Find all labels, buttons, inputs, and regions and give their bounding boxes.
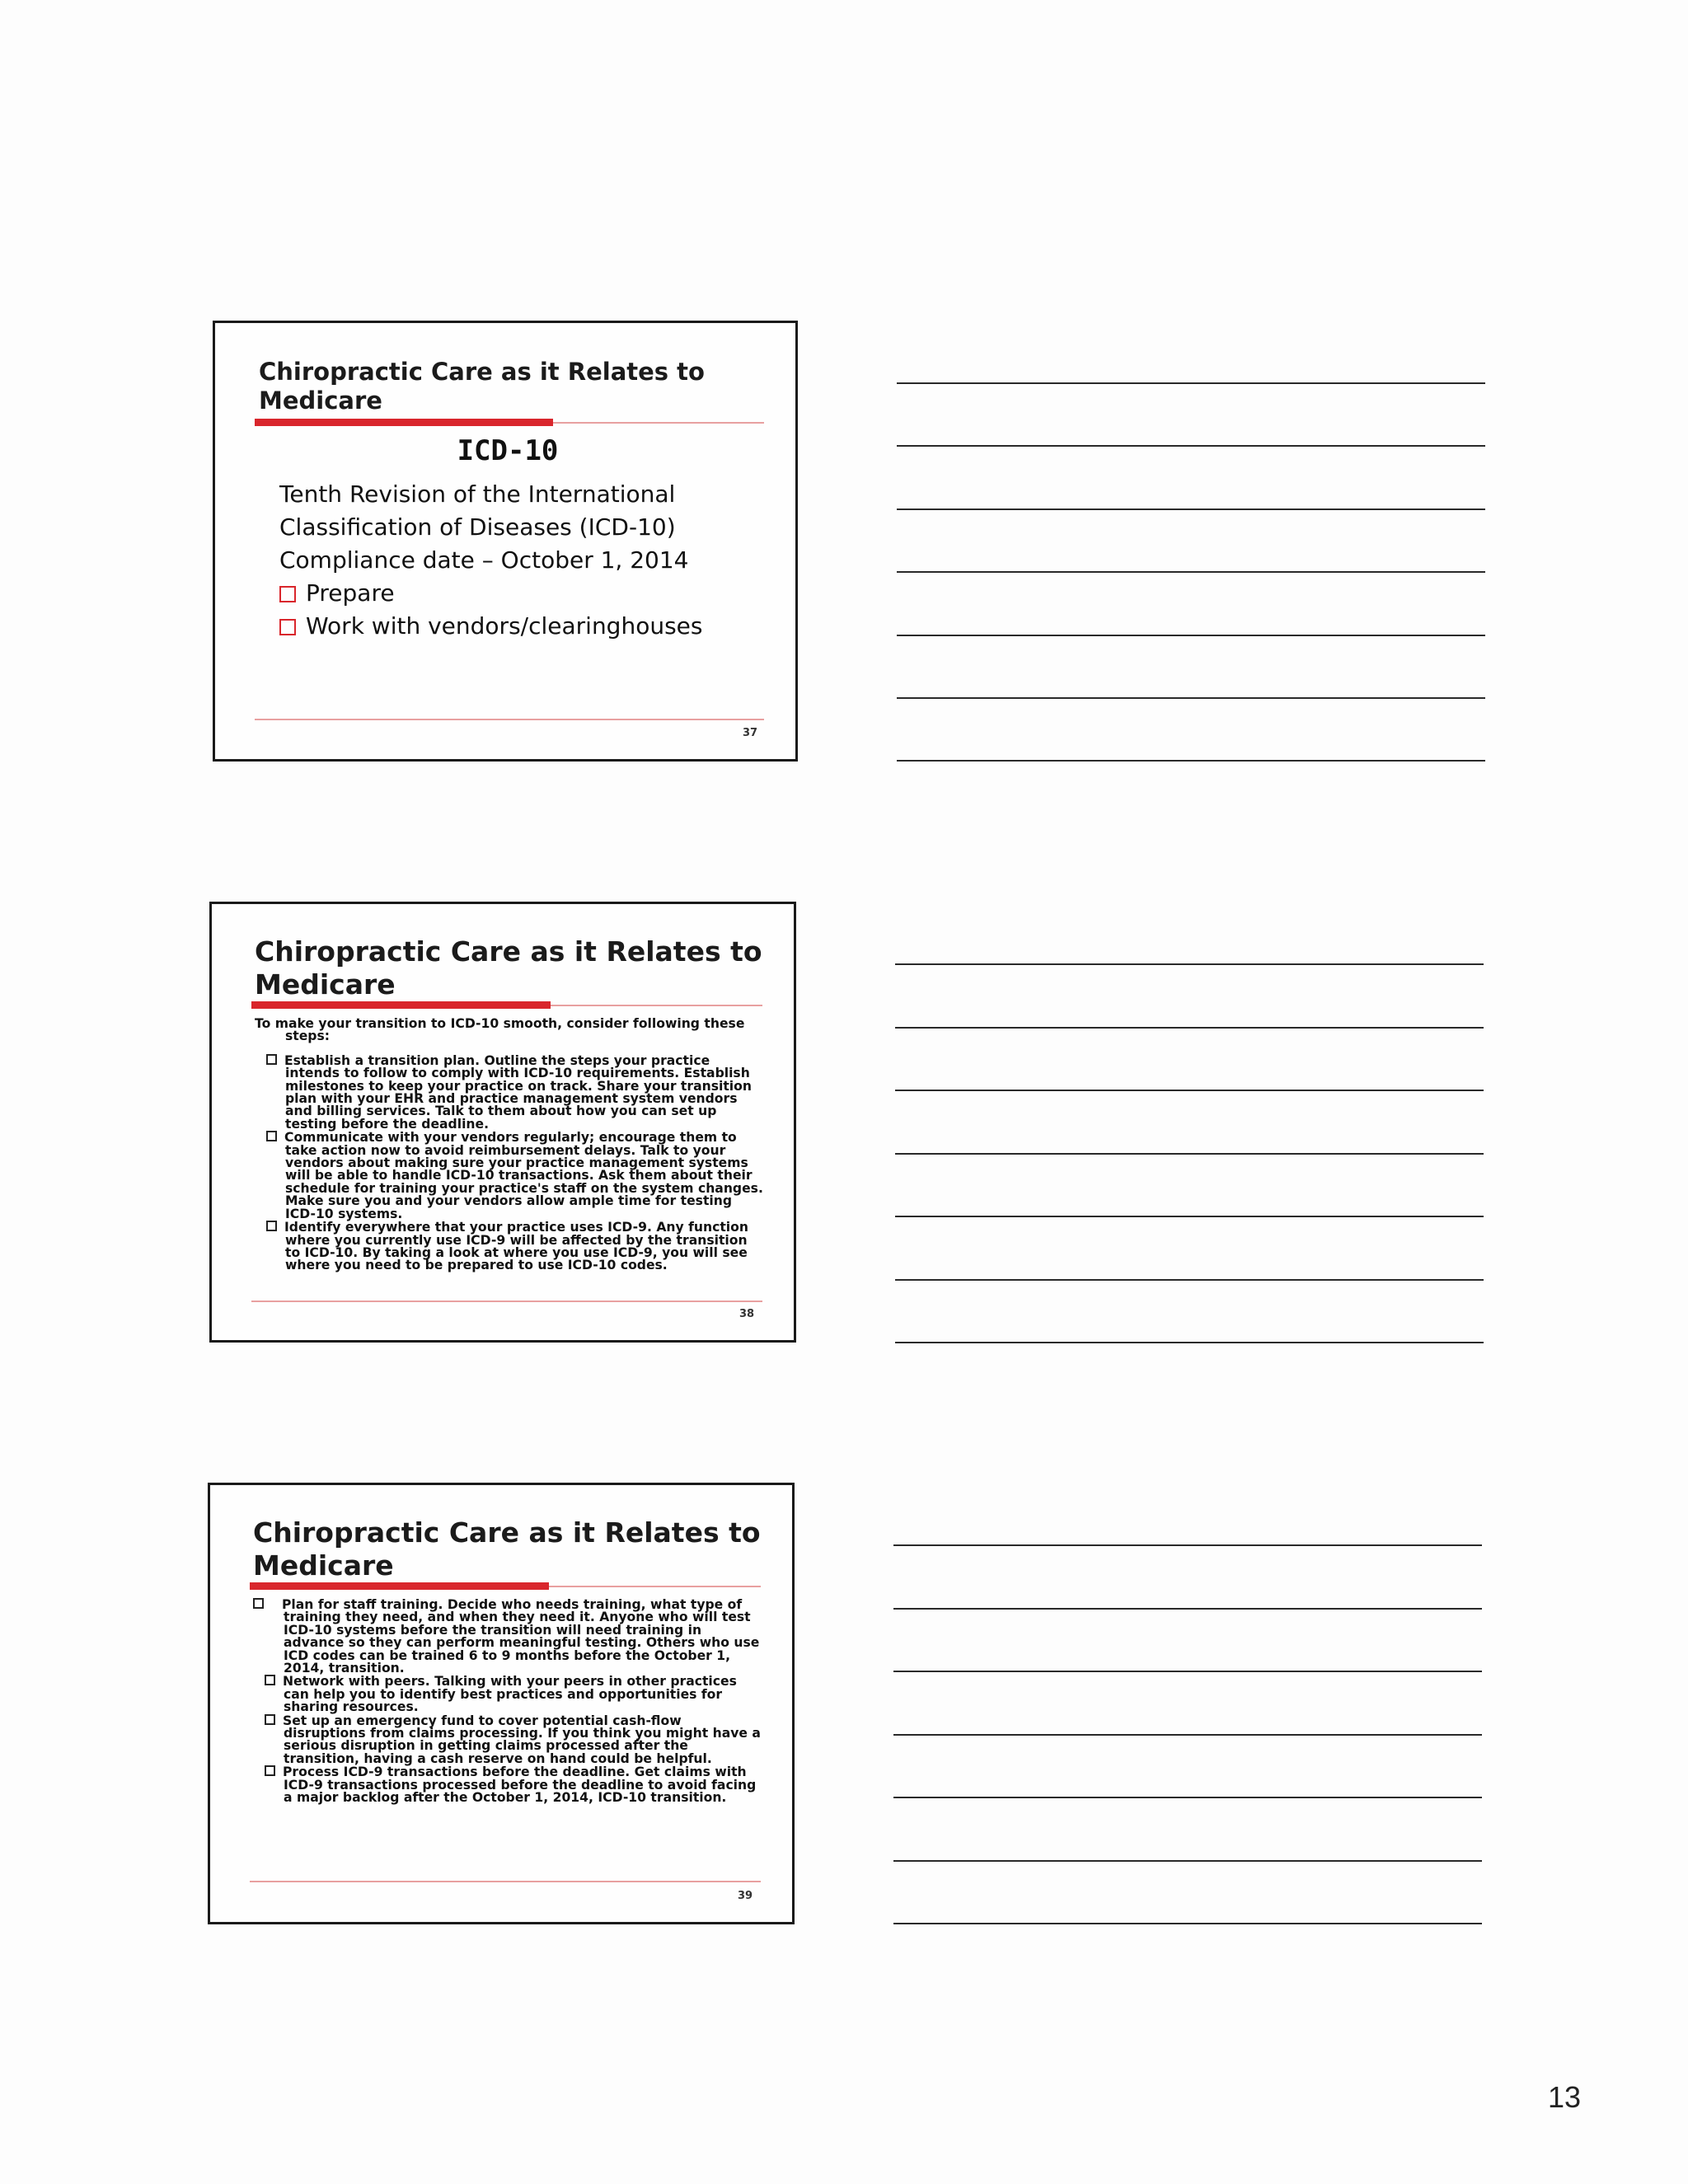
note-line <box>897 571 1485 573</box>
slide-37 <box>213 321 798 762</box>
note-line <box>895 1153 1484 1155</box>
checkbox-icon <box>266 1221 277 1231</box>
slide-title: Chiropractic Care as it Relates to Medicare <box>255 935 762 1001</box>
note-line <box>897 382 1485 384</box>
checkbox-icon <box>265 1714 275 1725</box>
slide-number: 39 <box>738 1890 753 1902</box>
note-line <box>893 1797 1482 1798</box>
note-line <box>895 1027 1484 1029</box>
body-line: Classification of Diseases (ICD-10) <box>279 513 676 541</box>
title-rule <box>251 1005 762 1006</box>
list-item: Set up an emergency fund to cover potential cash-flow disruptions from claims processing. If you think you might have a serious disruption in getting claims processed after the transition, having a cash reserve on hand could be helpful. <box>253 1714 764 1766</box>
list-item: Communicate with your vendors regularly; encourage them to take action now to avoid reimbursement delays. Talk to your vendors about making sure your practice management systems will be able to handle ICD-10 transactions. Ask them about their schedule for training your practice's staff on the system changes. Make sure you and your vendors allow ample time for testing ICD-10 systems. <box>255 1131 766 1221</box>
body-line: Compliance date – October 1, 2014 <box>279 546 689 574</box>
body-line: Tenth Revision of the International <box>279 480 676 508</box>
list-item: Work with vendors/clearinghouses <box>279 610 702 643</box>
intro-text: To make your transition to ICD-10 smooth, consider following these steps: <box>255 1016 745 1044</box>
checkbox-icon <box>266 1054 277 1065</box>
note-line <box>895 1216 1484 1217</box>
note-line <box>897 760 1485 762</box>
list-item: Identify everywhere that your practice uses ICD-9. Any function where you currently use ICD-9 will be affected by the transition to ICD-10. By taking a look at where you use ICD-9, you will see where you need to be prepared to use ICD-10 codes. <box>255 1221 766 1272</box>
title-rule <box>255 422 764 424</box>
note-line <box>893 1860 1482 1862</box>
footer-rule <box>255 719 764 720</box>
note-line <box>897 635 1485 636</box>
note-line <box>895 1342 1484 1343</box>
slide-39 <box>208 1483 795 1924</box>
slide-body <box>253 1598 764 1805</box>
list-item: Prepare <box>279 577 702 610</box>
slide-heading: ICD-10 <box>457 434 559 467</box>
note-line <box>893 1608 1482 1610</box>
list-item: Network with peers. Talking with your peers in other practices can help you to identify best practices and opportunities for sharing resources. <box>253 1675 764 1713</box>
list-item: Process ICD-9 transactions before the deadline. Get claims with ICD-9 transactions processed before the deadline to avoid facing a major backlog after the October 1, 2014, ICD-10 transition. <box>253 1765 764 1804</box>
slide-38 <box>209 902 796 1343</box>
note-line <box>893 1544 1482 1546</box>
checkbox-icon <box>279 619 296 635</box>
note-line <box>897 445 1485 447</box>
slide-body <box>255 1018 766 1272</box>
note-line <box>895 1279 1484 1281</box>
checkbox-icon <box>279 586 296 602</box>
list-item: Plan for staff training. Decide who needs training, what type of training they need, and when they need it. Anyone who will test ICD-10 systems before the transition will need training in advance so they can perform meaningful testing. Others who use ICD codes can be trained 6 to 9 months before the October 1, 2014, transition. <box>253 1598 764 1675</box>
list-item: Establish a transition plan. Outline the steps your practice intends to follow to comply with ICD-10 requirements. Establish milestones to keep your practice on track. Share your transition plan with your EHR and practice management system vendors and billing services. Talk to them about how you can set up testing before the deadline. <box>255 1054 766 1131</box>
note-line <box>893 1923 1482 1924</box>
footer-rule <box>250 1881 761 1882</box>
note-line <box>897 697 1485 699</box>
slide-number: 37 <box>743 727 758 739</box>
slide-title: Chiropractic Care as it Relates to Medicare <box>253 1516 761 1582</box>
slide-number: 38 <box>739 1308 755 1320</box>
note-line <box>893 1734 1482 1736</box>
title-rule <box>250 1586 761 1587</box>
note-line <box>897 509 1485 510</box>
slide-body <box>279 478 702 643</box>
checkbox-icon <box>266 1131 277 1141</box>
note-line <box>895 1090 1484 1091</box>
checkbox-icon <box>253 1598 264 1609</box>
checkbox-icon <box>265 1765 275 1776</box>
footer-rule <box>251 1301 762 1302</box>
checkbox-icon <box>265 1675 275 1685</box>
note-line <box>893 1671 1482 1672</box>
note-line <box>895 963 1484 965</box>
slide-title: Chiropractic Care as it Relates to Medicare <box>259 358 705 415</box>
page-number: 13 <box>1548 2080 1582 2114</box>
